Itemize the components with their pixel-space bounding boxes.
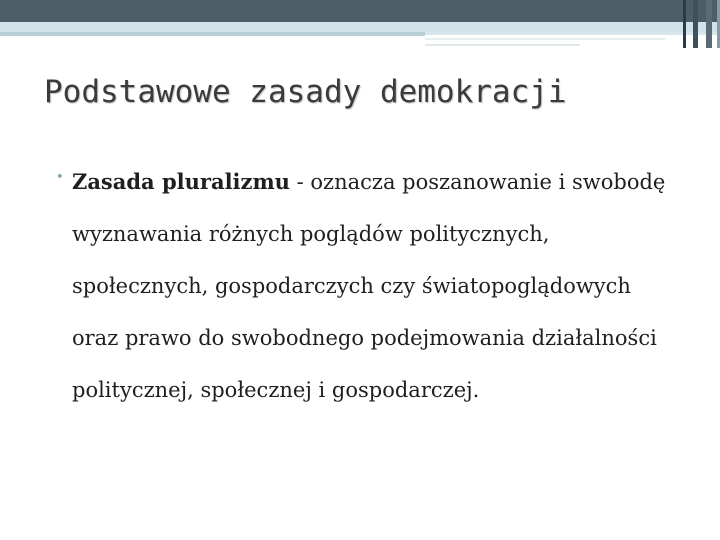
header-accent-line [425, 32, 720, 35]
bullet-separator: - [289, 170, 311, 194]
bullet-text: oznacza poszanowanie i swobodę wyznawania różnych poglądów politycznych, społecznych, gospodarczych czy światopoglądowych oraz prawo do swobodnego podejmowania działalności politycznej, społecznej i gospodarczej. [72, 170, 666, 402]
slide-title: Podstawowe zasady demokracji [44, 74, 567, 110]
header-thin-line [425, 44, 580, 46]
header-band [0, 0, 720, 22]
corner-stripe [683, 0, 686, 48]
bullet-item [58, 156, 673, 416]
slide-body [58, 156, 673, 416]
header-thin-line [425, 38, 665, 40]
corner-stripe [693, 0, 698, 48]
corner-stripe [706, 0, 712, 48]
bullet-term: Zasada pluralizmu [72, 169, 290, 194]
header-accent-band [0, 22, 720, 32]
header-accent-line [0, 32, 425, 36]
corner-stripes [680, 0, 720, 48]
bullet-marker: • [56, 170, 64, 185]
